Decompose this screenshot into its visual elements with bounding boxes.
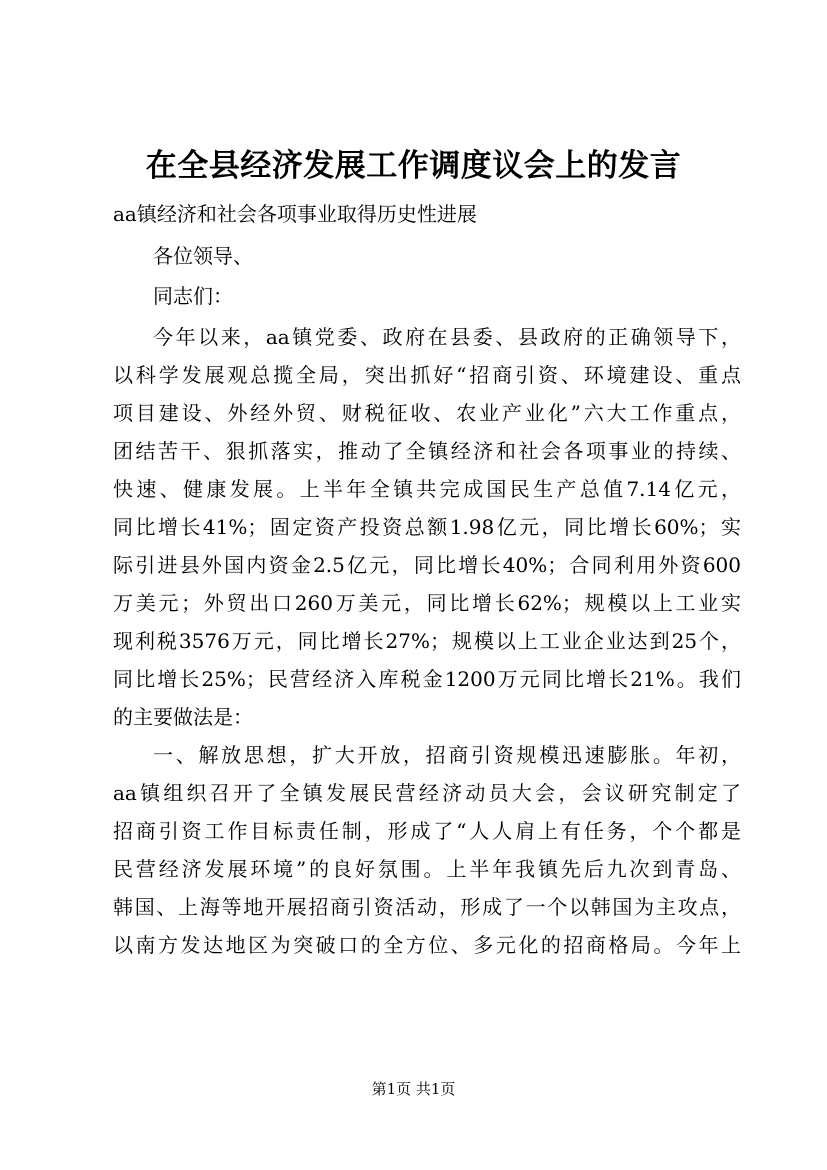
paragraph-1-line: 同比增长41%；固定资产投资总额1.98亿元，同比增长60%；实	[113, 515, 741, 539]
page-number-footer: 第1页 共1页	[371, 1080, 456, 1098]
paragraph-1-line: 际引进县外国内资金2.5亿元，同比增长40%；合同利用外资600	[113, 553, 741, 577]
paragraph-2-line: aa镇组织召开了全镇发展民营经济动员大会，会议研究制定了	[113, 781, 741, 805]
paragraph-2-line: 招商引资工作目标责任制，形成了“人人肩上有任务，个个都是	[113, 819, 741, 843]
paragraph-2-line: 民营经济发展环境”的良好氛围。上半年我镇先后九次到青岛、	[113, 857, 741, 881]
document-title: 在全县经济发展工作调度议会上的发言	[145, 148, 682, 184]
paragraph-2-line: 一、解放思想，扩大开放，招商引资规模迅速膨胀。年初，	[153, 743, 741, 767]
paragraph-1-line: 万美元；外贸出口260万美元，同比增长62%；规模以上工业实	[113, 591, 741, 615]
body-text	[113, 318, 741, 964]
document-subtitle: aa镇经济和社会各项事业取得历史性进展	[113, 202, 477, 226]
paragraph-1-line: 的主要做法是：	[113, 705, 253, 729]
paragraph-2-line: 韩国、上海等地开展招商引资活动，形成了一个以韩国为主攻点，	[113, 895, 741, 919]
paragraph-1-line: 今年以来，aa镇党委、政府在县委、县政府的正确领导下，	[153, 325, 741, 349]
paragraph-1-line: 团结苦干、狠抓落实，推动了全镇经济和社会各项事业的持续、	[113, 439, 741, 463]
salutation-comrades: 同志们：	[153, 284, 233, 308]
paragraph-1-line: 同比增长25%；民营经济入库税金1200万元同比增长21%。我们	[113, 667, 741, 691]
paragraph-1-line: 项目建设、外经外贸、财税征收、农业产业化”六大工作重点，	[113, 401, 741, 425]
paragraph-1-line: 现利税3576万元，同比增长27%；规模以上工业企业达到25个，	[113, 629, 741, 653]
paragraph-1-line: 以科学发展观总揽全局，突出抓好“招商引资、环境建设、重点	[113, 363, 741, 387]
paragraph-1-line: 快速、健康发展。上半年全镇共完成国民生产总值7.14亿元，	[113, 477, 741, 501]
paragraph-2-line: 以南方发达地区为突破口的全方位、多元化的招商格局。今年上	[113, 933, 741, 957]
salutation-leaders: 各位领导、	[153, 244, 253, 268]
